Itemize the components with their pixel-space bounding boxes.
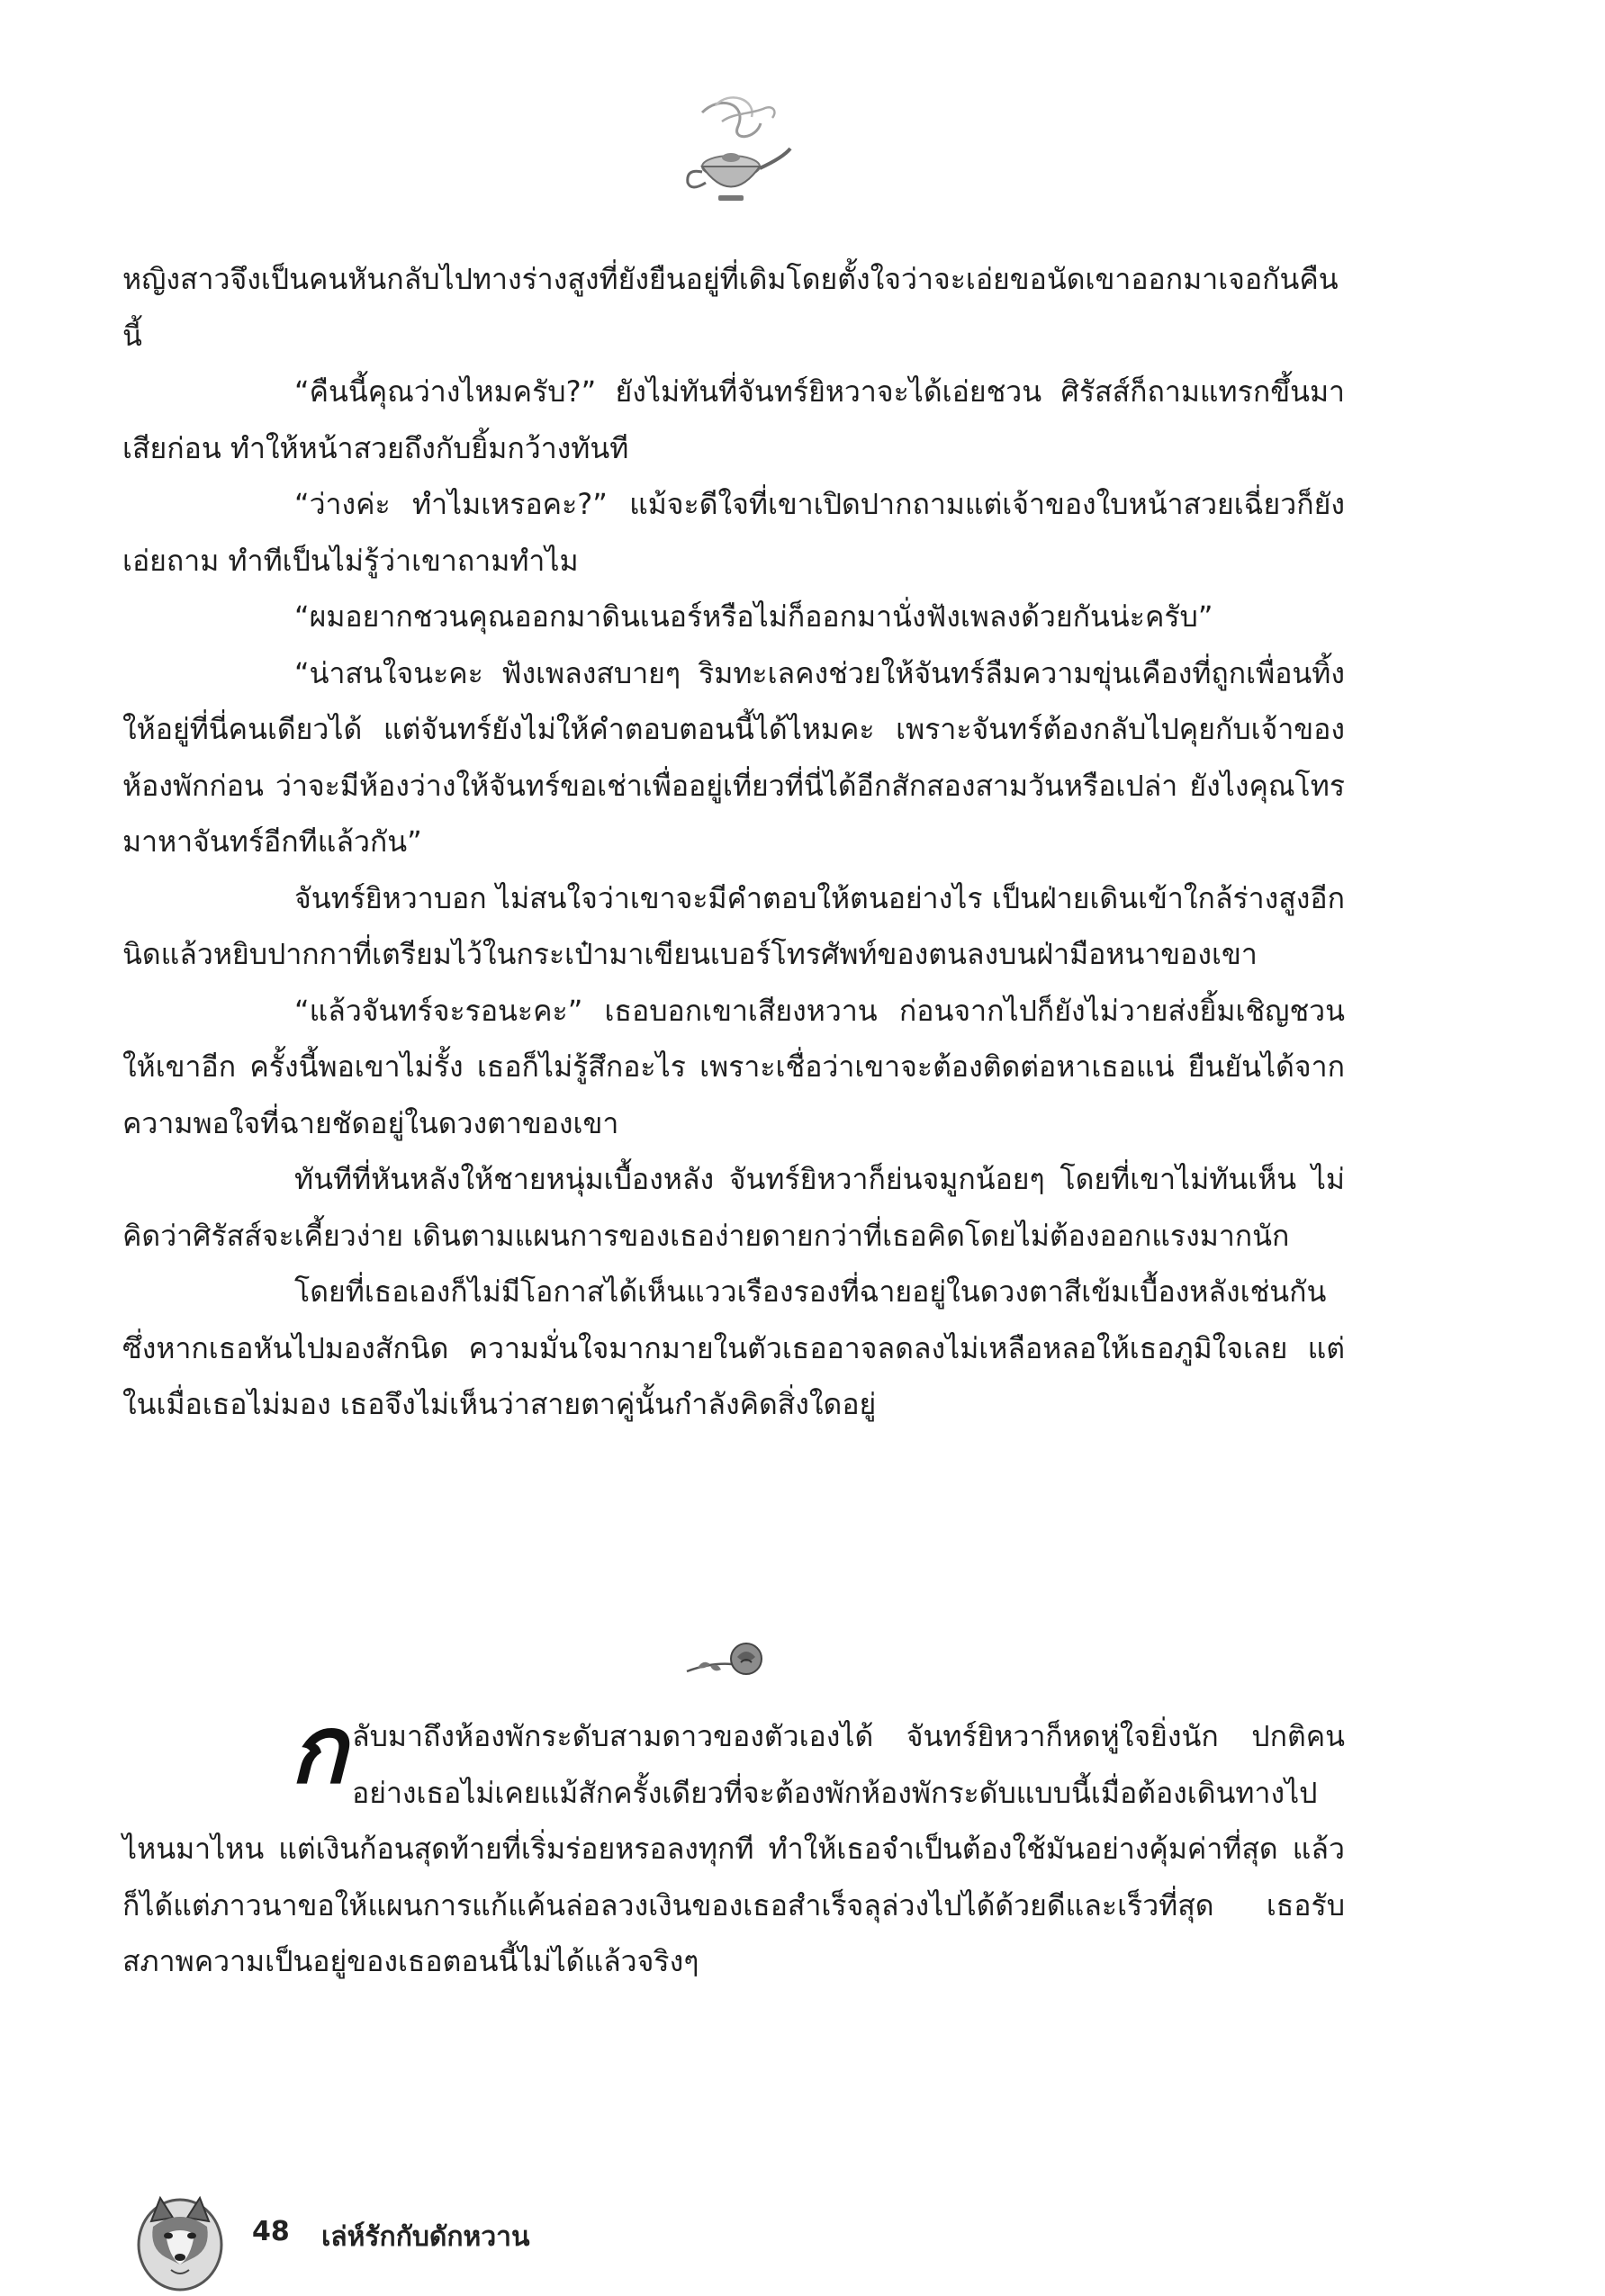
paragraph: “น่าสนใจนะคะ ฟังเพลงสบายๆ ริมทะเลคงช่วยให้จันทร์ลืมความขุ่นเคืองที่ถูกเพื่อนทิ้งให้อยู่ที่นี่คนเดียวได้ แต่จันทร์ยังไม่ให้คำตอบตอนนี้ได้ไหมคะ เพราะจันทร์ต้องกลับไปคุยกับเจ้าของห้องพักก่อน ว่าจะมีห้องว่างให้จันทร์ขอเช่าเพื่ออยู่เที่ยวที่นี่ได้อีกสักสองสามวันหรือเปล่า ยังไงคุณโทรมาหาจันทร์อีกทีแล้วกัน” — [122, 655, 1345, 859]
teapot-ornament-icon — [666, 86, 801, 221]
paragraph-text: ลับมาถึงห้องพักระดับสามดาวของตัวเองได้ จันทร์ยิหวาก็หดหู่ใจยิ่งนัก ปกติคนอย่างเธอไม่เคยแม้สักครั้งเดียวที่จะต้องพักห้องพักระดับแบบนี้เมื่อต้องเดินทางไปไหนมาไหน แต่เงินก้อนสุดท้ายที่เริ่มร่อยหรอลงทุกที ทำให้เธอจำเป็นต้องใช้มันอย่างคุ้มค่าที่สุด แล้วก็ได้แต่ภาวนาขอให้แผนการแก้แค้นล่อลวงเงินของเธอสำเร็จลุล่วงไปได้ด้วยดีและเร็วที่สุด เธอรับสภาพความเป็นอยู่ของเธอตอนนี้ไม่ได้แล้วจริงๆ — [122, 1719, 1345, 1978]
drop-cap: ก — [290, 1695, 347, 1805]
paragraph: “คืนนี้คุณว่างไหมครับ?” ยังไม่ทันที่จันทร์ยิหวาจะได้เอ่ยชวน ศิรัสส์ก็ถามแทรกขึ้นมาเสียก่อน ทำให้หน้าสวยถึงกับยิ้มกว้างทันที — [122, 374, 1345, 465]
paragraph: โดยที่เธอเองก็ไม่มีโอกาสได้เห็นแววเรืองรองที่ฉายอยู่ในดวงตาสีเข้มเบื้องหลังเช่นกัน ซึ่งหากเธอหันไปมองสักนิด ความมั่นใจมากมายในตัวเธออาจลดลงไม่เหลือหลอให้เธอภูมิใจเลย แต่ในเมื่อเธอไม่มอง เธอจึงไม่เห็นว่าสายตาคู่นั้นกำลังคิดสิ่งใดอยู่ — [122, 1274, 1345, 1421]
body-text-bottom — [122, 1695, 1345, 1990]
paragraph — [122, 1695, 1345, 1990]
wolf-emblem-icon — [135, 2194, 225, 2291]
paragraph: หญิงสาวจึงเป็นคนหันกลับไปทางร่างสูงที่ยังยืนอยู่ที่เดิมโดยตั้งใจว่าจะเอ่ยขอนัดเขาออกมาเจอกันคืนนี้ — [122, 262, 1339, 353]
page-number: 48 — [252, 2216, 290, 2247]
body-text-top — [122, 251, 1345, 1433]
book-title: เล่ห์รักกับดักหวาน — [321, 2221, 530, 2253]
rose-divider-icon — [680, 1635, 788, 1688]
paragraph: “ว่างค่ะ ทำไมเหรอคะ?” แม้จะดีใจที่เขาเปิดปากถามแต่เจ้าของใบหน้าสวยเฉี่ยวก็ยังเอ่ยถาม ทำทีเป็นไม่รู้ว่าเขาถามทำไม — [122, 487, 1345, 578]
paragraph: จันทร์ยิหวาบอก ไม่สนใจว่าเขาจะมีคำตอบให้ตนอย่างไร เป็นฝ่ายเดินเข้าใกล้ร่างสูงอีกนิดแล้วหยิบปากกาที่เตรียมไว้ในกระเป๋ามาเขียนเบอร์โทรศัพท์ของตนลงบนฝ่ามือหนาของเขา — [122, 880, 1345, 971]
paragraph: ทันทีที่หันหลังให้ชายหนุ่มเบื้องหลัง จันทร์ยิหวาก็ย่นจมูกน้อยๆ โดยที่เขาไม่ทันเห็น ไม่คิดว่าศิรัสส์จะเคี้ยวง่าย เดินตามแผนการของเธอง่ายดายกว่าที่เธอคิดโดยไม่ต้องออกแรงมากนัก — [122, 1162, 1345, 1253]
paragraph: “แล้วจันทร์จะรอนะคะ” เธอบอกเขาเสียงหวาน ก่อนจากไปก็ยังไม่วายส่งยิ้มเชิญชวนให้เขาอีก ครั้งนี้พอเขาไม่รั้ง เธอก็ไม่รู้สึกอะไร เพราะเชื่อว่าเขาจะต้องติดต่อหาเธอแน่ ยืนยันได้จากความพอใจที่ฉายชัดอยู่ในดวงตาของเขา — [122, 993, 1345, 1140]
paragraph: “ผมอยากชวนคุณออกมาดินเนอร์หรือไม่ก็ออกมานั่งฟังเพลงด้วยกันน่ะครับ” — [294, 599, 1213, 634]
